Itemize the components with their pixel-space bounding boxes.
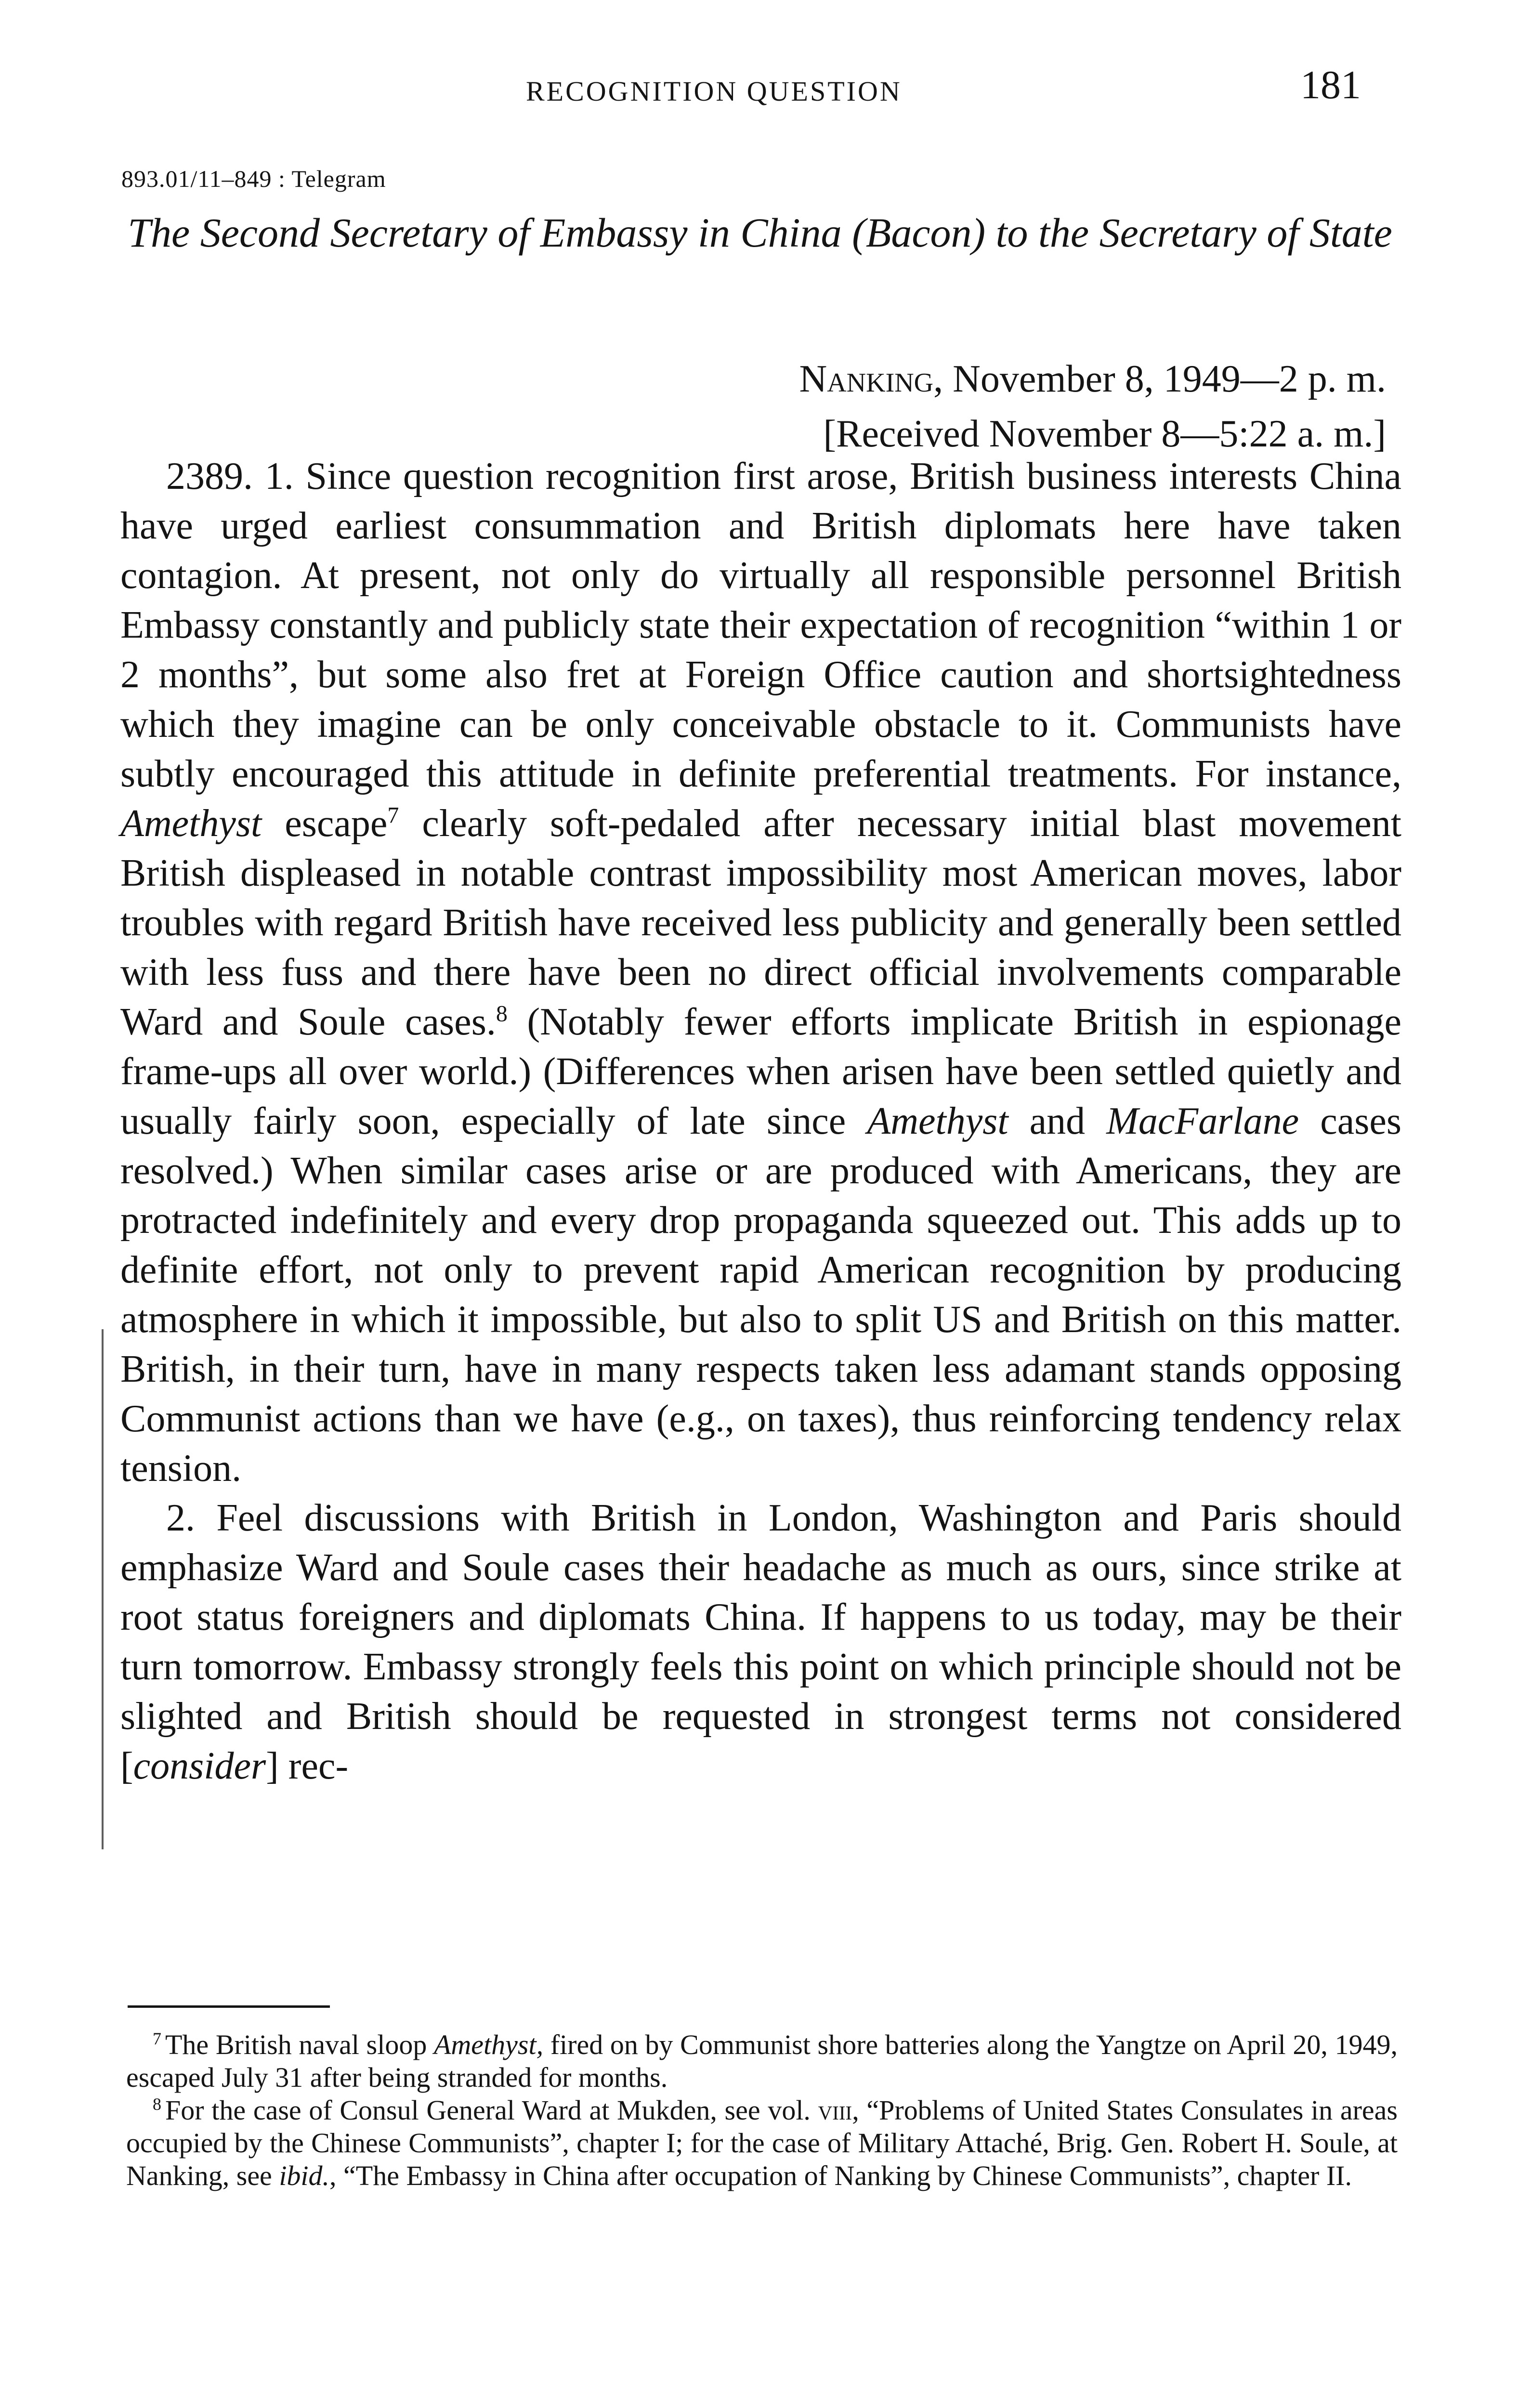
footnote-7-number: 7: [153, 2028, 161, 2048]
footnote-7-ship-name: Amethyst,: [433, 2029, 544, 2060]
dateline-sent-time: , November 8, 1949—2 p. m.: [933, 358, 1386, 400]
footnote-8-ibid: ibid.: [279, 2160, 330, 2191]
paragraph-2-text-a: 2. Feel discussions with British in London, Washington and Paris should emphasize Ward and Soule cases their headache as much as ours, since strike at root status foreigners and diplomats China. If happens to us today, may be their turn tomorrow. Embassy strongly feels this point on which principle should not be slighted and British should be requested in strongest terms not considered [: [120, 1497, 1401, 1787]
dateline-sent: [578, 352, 1386, 406]
footnote-8-text-b: , “Problems of United States Consulates in areas occupied by the Chinese Communists”, chapter I; for the case of Military Attaché, Brig. Gen. Robert H. Soule, at Nanking, see: [126, 2094, 1398, 2191]
dateline-received: [Received November 8—5:22 a. m.]: [823, 413, 1386, 455]
case-name-macfarlane: MacFarlane: [1106, 1100, 1299, 1142]
paragraph-1-text-a: 2389. 1. Since question recognition first arose, British business interests China have urged earliest consummation and British diplomats here have taken contagion. At present, not only do virtually all responsible personnel British Embassy constantly and publicly state their expectation of recognition “within 1 or 2 months”, but some also fret at Foreign Office caution and shortsightedness which they imagine can be only conceivable obstacle to it. Communists have subtly encouraged this attitude in definite preferential treatments. For instance,: [120, 455, 1401, 795]
footnotes: [126, 2028, 1398, 2192]
footnote-7-text-a: The British naval sloop: [165, 2029, 434, 2060]
paragraph-1-text-e: and: [1008, 1100, 1107, 1142]
footnote-7: [126, 2028, 1398, 2094]
paragraph-2-text-b: ] rec-: [266, 1745, 349, 1787]
running-header: RECOGNITION QUESTION: [526, 76, 902, 107]
paragraph-1-text-c: clearly soft-pedaled after necessary initial blast movement British displeased in notable contrast impossibility most American moves, labor troubles with regard British have received less publicity and generally been settled with less fuss and there have been no direct official involvements comparable Ward and Soule cases.: [120, 802, 1401, 1043]
paragraph-1: [120, 452, 1401, 1493]
dateline: [578, 352, 1386, 461]
ship-name-amethyst: Amethyst: [120, 802, 262, 845]
footnote-8-text-c: , “The Embassy in China after occupation of Nanking by Chinese Communists”, chapter II.: [329, 2160, 1352, 2191]
footnote-8-volume: viii: [818, 2094, 852, 2126]
paragraph-1-text-f: cases resolved.) When similar cases arise or are produced with Americans, they are protracted indefinitely and every drop propaganda squeezed out. This adds up to definite effort, not only to prevent rapid American recognition by producing atmosphere in which it impossible, but also to split US and British on this matter. British, in their turn, have in many respects taken less adamant stands opposing Communist actions than we have (e.g., on taxes), thus reinforcing tendency relax tension.: [120, 1100, 1402, 1490]
ship-name-amethyst-2: Amethyst: [867, 1100, 1008, 1142]
document-title: The Second Secretary of Embassy in China (Bacon) to the Secretary of State: [128, 209, 1392, 256]
margin-mark: [102, 1329, 104, 1849]
editorial-correction: consider: [133, 1745, 266, 1787]
page-number: 181: [1300, 63, 1361, 107]
document-file-number: 893.01/11–849 : Telegram: [121, 165, 386, 192]
paragraph-2: [120, 1493, 1401, 1791]
footnote-ref-7[interactable]: 7: [387, 802, 399, 828]
telegram-body: [120, 452, 1401, 1791]
footnote-ref-8[interactable]: 8: [496, 1001, 508, 1027]
footnote-8-number: 8: [153, 2094, 161, 2114]
footnote-8: [126, 2094, 1398, 2192]
paragraph-1-text-b: escape: [262, 802, 388, 845]
footnote-divider: [128, 2005, 330, 2008]
dateline-place: Nanking: [799, 358, 934, 400]
footnote-8-text-a: For the case of Consul General Ward at Mukden, see vol.: [165, 2094, 818, 2126]
paragraph-1-text-d: (Notably fewer efforts implicate British in espionage frame-ups all over world.) (Differences when arisen have been settled quietly and usually fairly soon, especially of late since: [120, 1001, 1401, 1142]
footnote-7-text-b: fired on by Communist shore batteries along the Yangtze on April 20, 1949, escaped July 31 after being stranded for months.: [126, 2029, 1398, 2093]
